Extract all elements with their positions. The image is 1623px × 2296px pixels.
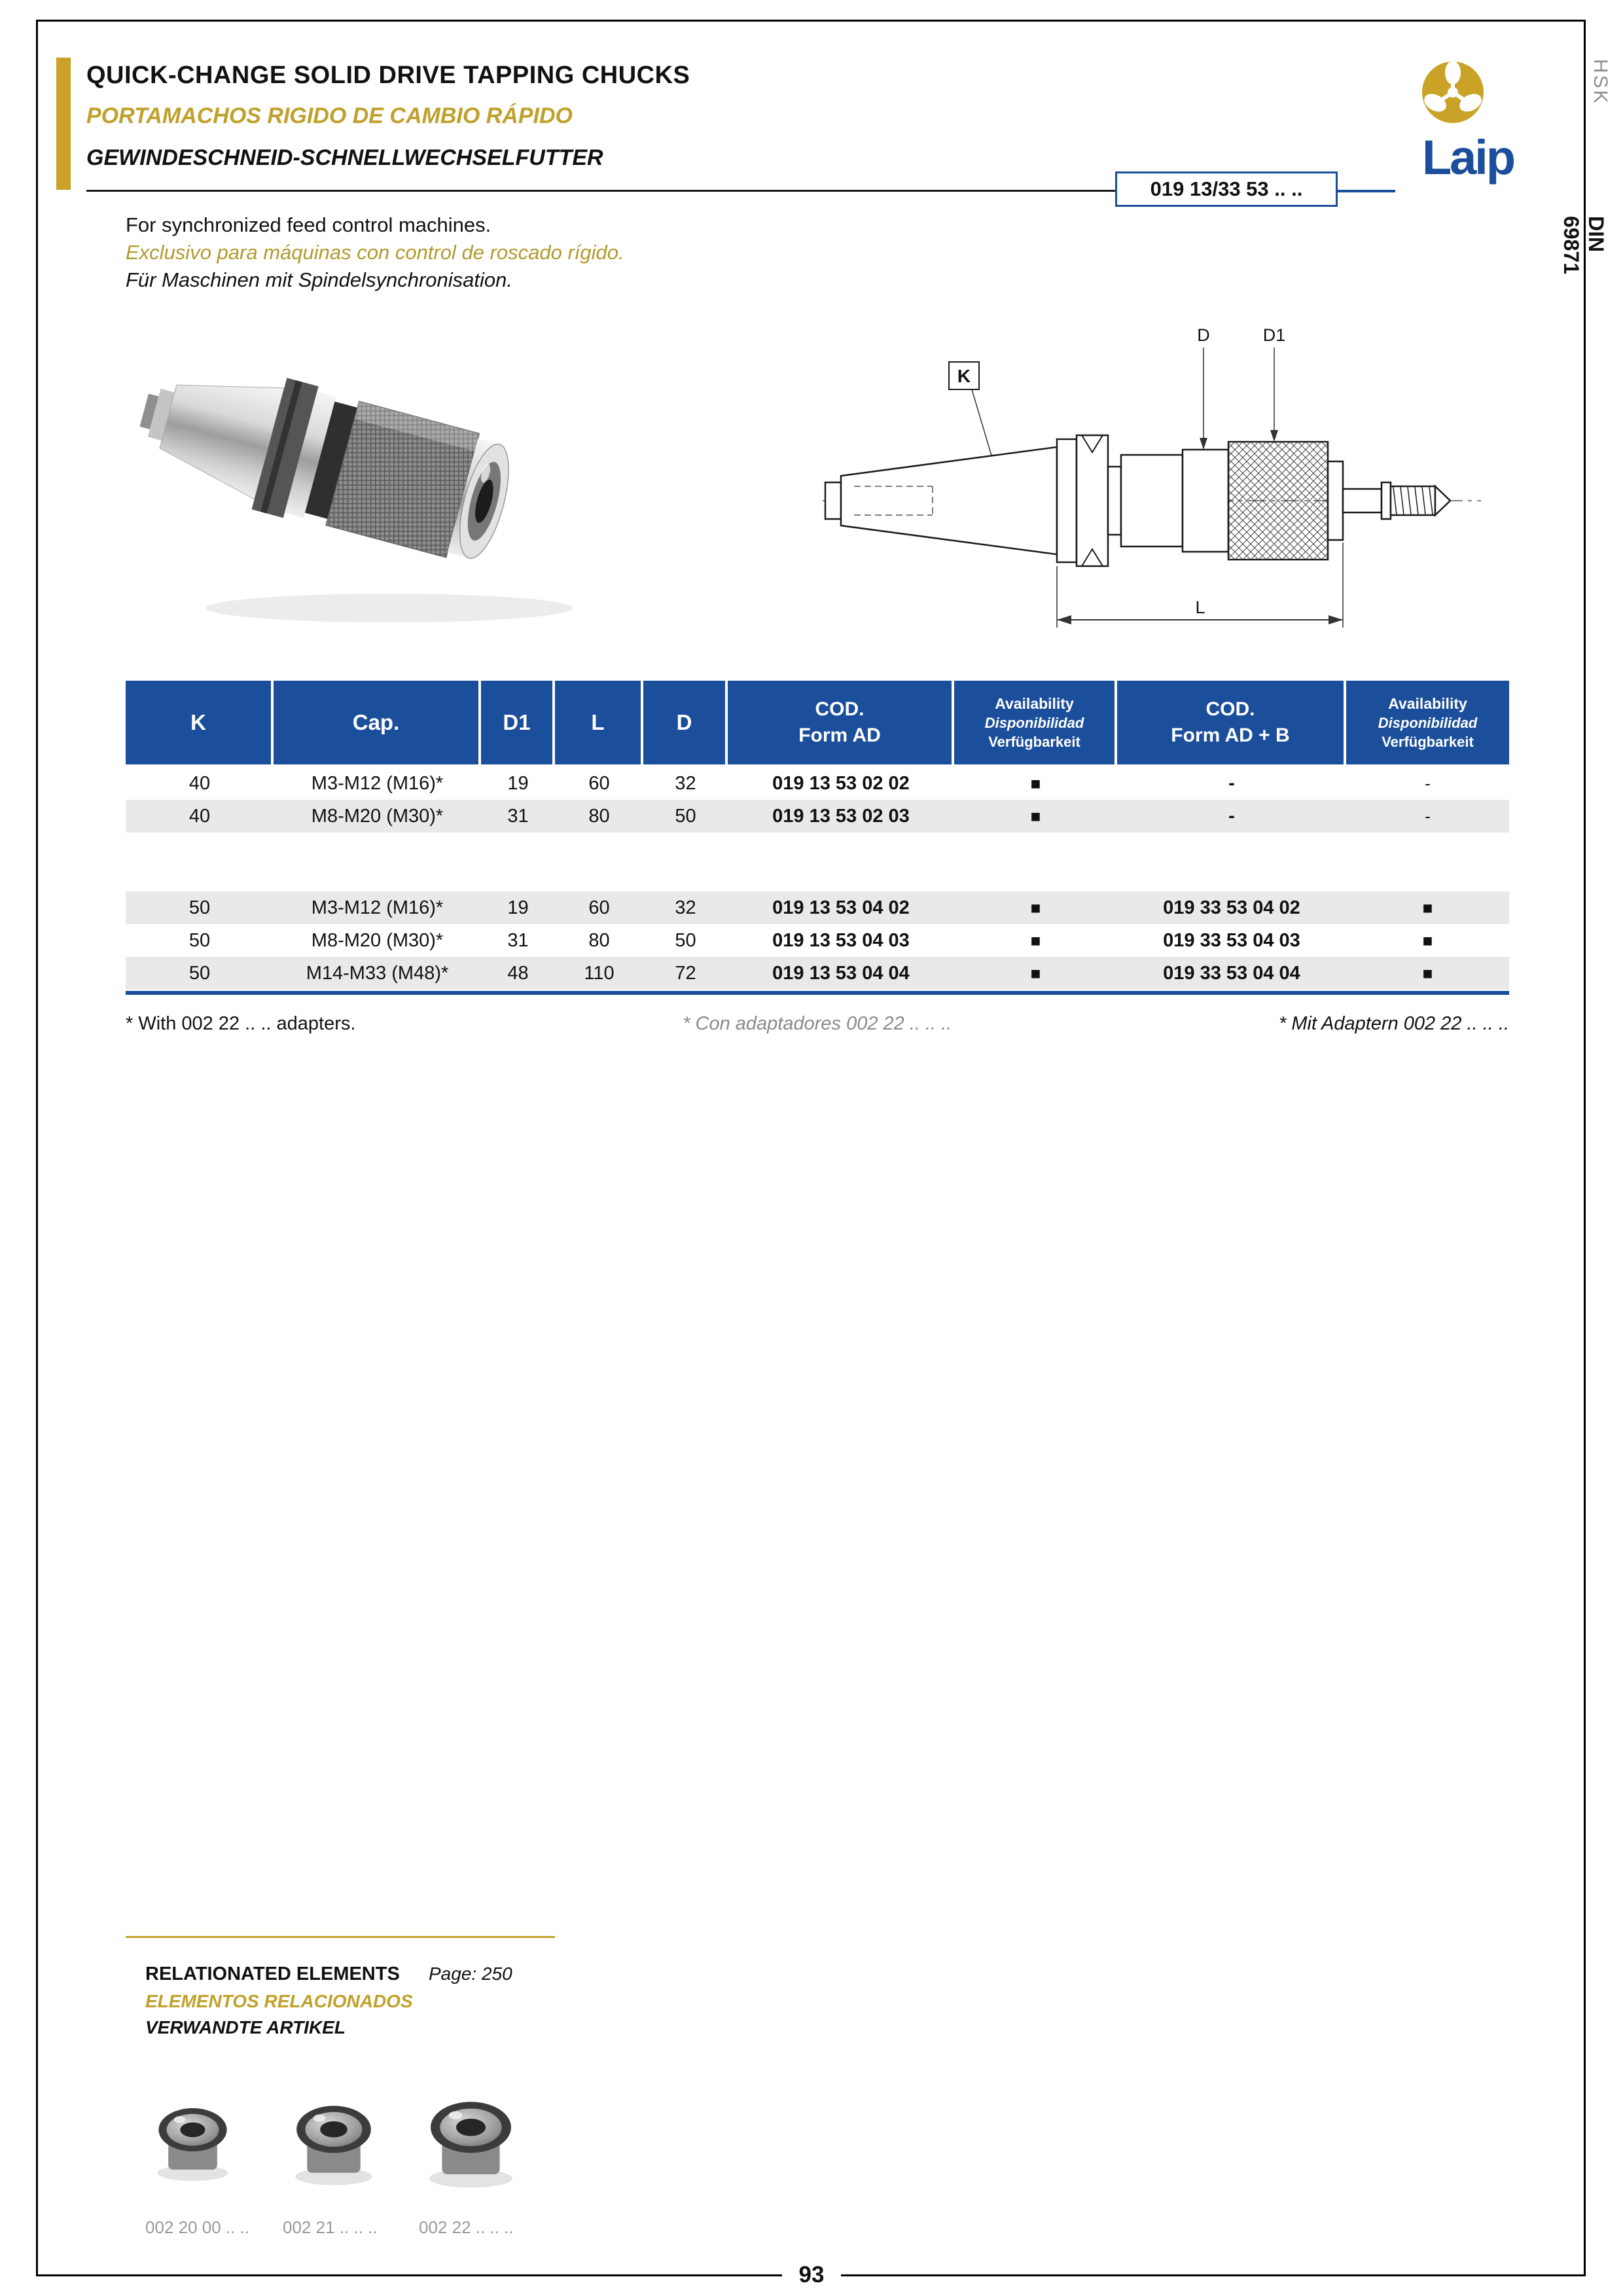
related-title-de: VERWANDTE ARTIKEL: [145, 2017, 346, 2037]
cell-d: 50: [675, 929, 696, 951]
cell-d: 32: [675, 897, 696, 918]
cell-cap: M14-M33 (M48)*: [306, 962, 449, 984]
dim-label-k: K: [957, 366, 971, 386]
cell-d: 72: [675, 962, 696, 984]
availability-marker: ■: [1030, 773, 1041, 793]
footnote-es: * Con adaptadores 002 22 .. .. ..: [683, 1013, 952, 1034]
page-title-es: PORTAMACHOS RIGIDO DE CAMBIO RÁPIDO: [86, 103, 573, 128]
edge-din-line2: 69871: [1560, 216, 1583, 274]
availability-label-de: Verfügbarkeit: [1382, 733, 1474, 750]
cell-d: 50: [675, 805, 696, 827]
cell-cod-ad: 019 13 53 04 03: [772, 929, 910, 951]
dim-label-d: D: [1197, 325, 1210, 345]
availability-marker: ■: [1422, 930, 1433, 950]
cell-cap: M3-M12 (M16)*: [311, 897, 444, 918]
edge-label-din: [1559, 216, 1609, 274]
page-number-value: 93: [782, 2262, 842, 2287]
cell-l: 60: [588, 897, 610, 918]
cell-cod-ad-b: 019 33 53 04 02: [1163, 897, 1300, 918]
availability-marker: -: [1425, 773, 1431, 793]
related-item-caption: 002 21 .. .. ..: [283, 2217, 378, 2237]
page-title: QUICK-CHANGE SOLID DRIVE TAPPING CHUCKS: [86, 62, 690, 89]
related-title-en: RELATIONATED ELEMENTS: [145, 1964, 400, 1984]
cell-d1: 19: [507, 772, 529, 794]
dim-label-d1: D1: [1262, 325, 1286, 345]
related-page-ref: Page: 250: [429, 1964, 512, 1984]
cell-cod-ad: 019 13 53 02 02: [772, 772, 910, 794]
cell-l: 60: [588, 772, 610, 794]
code-rule: [1338, 190, 1395, 192]
availability-marker: ■: [1422, 897, 1433, 918]
technical-drawing: [815, 304, 1489, 661]
product-table: [126, 681, 1509, 995]
cell-d1: 19: [507, 897, 529, 918]
col-header-cod-form-ad: [728, 681, 954, 764]
cell-l: 80: [588, 929, 610, 951]
related-item-photo: [139, 2077, 247, 2191]
footnote-de: * Mit Adaptern 002 22 .. .. ..: [1279, 1013, 1509, 1034]
cell-l: 80: [588, 805, 610, 827]
cell-d: 32: [675, 772, 696, 794]
related-item-caption: 002 22 .. .. ..: [419, 2217, 514, 2237]
col-header-label: K: [190, 710, 206, 734]
cell-cod-ad-b: -: [1228, 772, 1235, 794]
cell-d1: 48: [507, 962, 529, 984]
cell-k: 50: [188, 897, 211, 918]
table-row: [126, 800, 1509, 833]
col-header-availability-ad-b: [1346, 681, 1509, 764]
cell-cap: M8-M20 (M30)*: [311, 929, 444, 951]
edge-label-hsk: HSK: [1590, 59, 1611, 105]
col-header-k: [126, 681, 274, 764]
table-row: [126, 924, 1509, 957]
table-header-row: [126, 681, 1509, 764]
col-header-label: Cap.: [352, 710, 400, 734]
footnote-en: * With 002 22 .. .. adapters.: [126, 1013, 356, 1034]
table-bottom-rule: [126, 991, 1509, 995]
availability-marker: ■: [1030, 963, 1041, 983]
intro-text-en: For synchronized feed control machines.: [126, 213, 491, 236]
intro-text-de: Für Maschinen mit Spindelsynchronisation.: [126, 268, 512, 291]
col-header-l: [555, 681, 643, 764]
col-header-d: [643, 681, 728, 764]
availability-label-en: Availability: [995, 694, 1074, 712]
related-item-photo: [275, 2072, 393, 2197]
availability-label-es: Disponibilidad: [984, 714, 1084, 731]
col-header-cap: [274, 681, 481, 764]
dim-label-l: L: [1195, 598, 1205, 617]
cell-d1: 31: [507, 805, 529, 827]
table-row: [126, 767, 1509, 800]
cell-cod-ad-b: 019 33 53 04 04: [1163, 962, 1300, 984]
cell-d1: 31: [507, 929, 529, 951]
col-header-label: COD.: [815, 698, 865, 720]
col-header-d1: [481, 681, 555, 764]
col-header-label: Form AD: [798, 725, 881, 746]
col-header-label: D: [676, 710, 692, 734]
cell-cod-ad: 019 13 53 04 02: [772, 897, 910, 918]
cell-cod-ad: 019 13 53 02 03: [772, 805, 910, 827]
cell-k: 50: [188, 962, 211, 984]
availability-marker: ■: [1030, 806, 1041, 826]
availability-label-en: Availability: [1388, 694, 1467, 712]
related-item-caption: 002 20 00 .. ..: [145, 2217, 250, 2237]
availability-marker: -: [1425, 806, 1431, 826]
table-row: [126, 891, 1509, 924]
page-number: [0, 2262, 1623, 2288]
title-rule: [86, 190, 1115, 192]
cell-cod-ad-b: -: [1228, 805, 1235, 827]
table-group-gap: [126, 833, 1509, 891]
availability-marker: ■: [1030, 897, 1041, 918]
availability-label-es: Disponibilidad: [1378, 714, 1478, 731]
cell-k: 40: [188, 805, 211, 827]
related-title-es: ELEMENTOS RELACIONADOS: [145, 1991, 413, 2011]
col-header-label: L: [591, 710, 605, 734]
intro-text-es: Exclusivo para máquinas con control de roscado rígido.: [126, 241, 624, 264]
cell-cod-ad: 019 13 53 04 04: [772, 962, 910, 984]
product-photo: [128, 331, 638, 632]
cell-l: 110: [584, 962, 615, 984]
cell-k: 40: [188, 772, 211, 794]
col-header-label: D1: [503, 710, 531, 734]
page-title-de: GEWINDESCHNEID-SCHNELLWECHSELFUTTER: [86, 145, 603, 170]
cell-cap: M8-M20 (M30)*: [311, 805, 444, 827]
related-rule: [126, 1936, 555, 1938]
table-row: [126, 957, 1509, 990]
product-code-box: 019 13/33 53 .. ..: [1115, 171, 1338, 207]
related-item-photo: [407, 2066, 535, 2200]
title-accent-bar: [56, 58, 71, 190]
col-header-cod-form-ad-b: [1117, 681, 1346, 764]
cell-k: 50: [188, 929, 211, 951]
col-header-availability-ad: [954, 681, 1117, 764]
col-header-label: COD.: [1205, 698, 1255, 720]
availability-marker: ■: [1030, 930, 1041, 950]
edge-din-line1: DIN: [1584, 216, 1608, 253]
brand-name: Laip: [1421, 130, 1514, 185]
cell-cap: M3-M12 (M16)*: [311, 772, 444, 794]
laip-logo-icon: [1412, 55, 1493, 136]
availability-label-de: Verfügbarkeit: [988, 733, 1080, 750]
availability-marker: ■: [1422, 963, 1433, 983]
footnotes: [126, 1013, 1509, 1035]
cell-cod-ad-b: 019 33 53 04 03: [1163, 929, 1300, 951]
col-header-label: Form AD + B: [1171, 725, 1290, 746]
